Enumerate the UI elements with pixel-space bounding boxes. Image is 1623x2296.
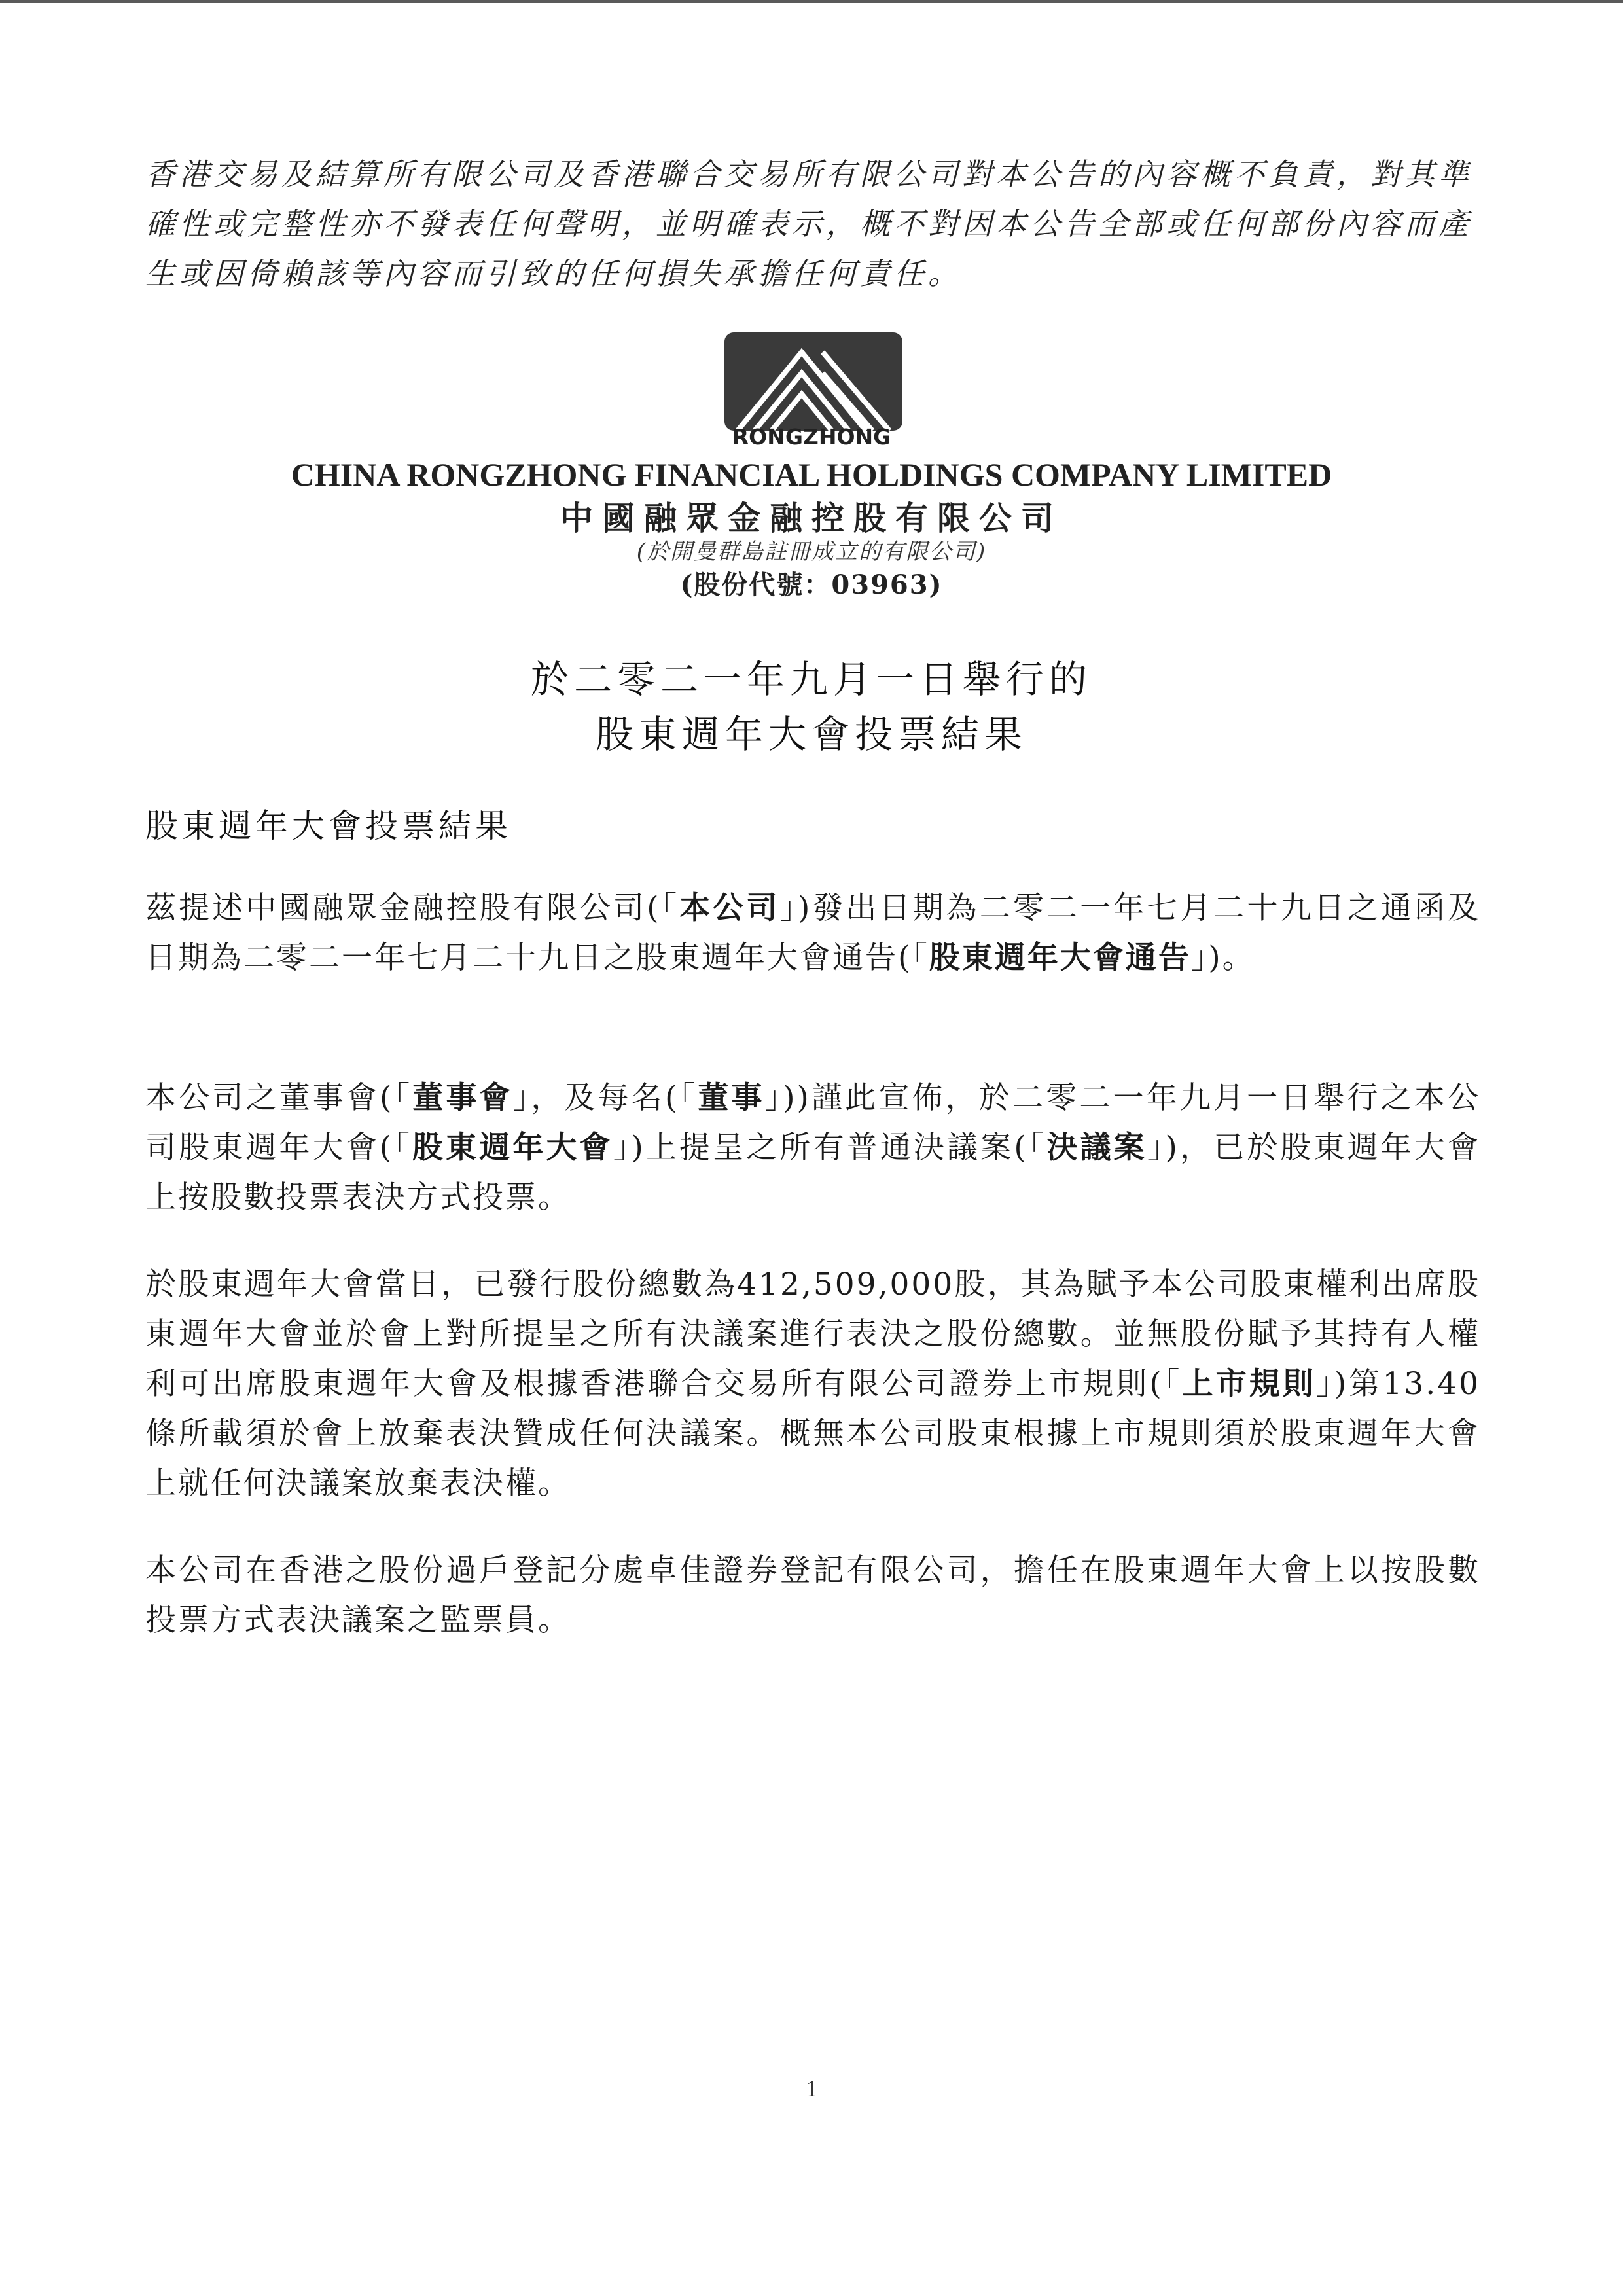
text-segment: 本公司之董事會(「 (145, 1080, 413, 1116)
company-name-chinese: 中國融眾金融控股有限公司 (560, 499, 1063, 537)
section-heading: 股東週年大會投票結果 (145, 807, 512, 845)
logo-wordmark: RONGZHONG (732, 424, 891, 450)
text-segment: 」)第13.40條所載須於會上放棄表決贊成任何決議案。概無本公司股東根據上市規則須於股東週年大會上就任何決議案放棄表決權。 (145, 1366, 1481, 1501)
incorporation-note: (於開曼群島註冊成立的有限公司) (636, 539, 987, 565)
text-segment: 」，及每名(「 (512, 1080, 698, 1116)
text-segment: 」)。 (1190, 940, 1255, 976)
title-line-1: 於二零二一年九月一日舉行的 (530, 657, 1092, 702)
text-segment: 」)，已於股東週年大會上按股數投票表決方式投票。 (145, 1130, 1481, 1215)
defined-term: 上市規則 (1182, 1366, 1317, 1402)
paragraph-shares (145, 1260, 1480, 1509)
text-segment: 」)上提呈之所有普通決議案(「 (613, 1130, 1047, 1166)
page-number: 1 (806, 2075, 817, 2102)
defined-term: 決議案 (1046, 1130, 1147, 1166)
company-name-english: CHINA RONGZHONG FINANCIAL HOLDINGS COMPANY LIMITED (291, 456, 1332, 493)
disclaimer: 香港交易及結算所有限公司及香港聯合交易所有限公司對本公告的內容概不負責，對其準確性或完整性亦不發表任何聲明，並明確表示，概不對因本公告全部或任何部份內容而產生或因倚賴該等內容而引致的任何損失承擔任何責任。 (145, 156, 1472, 291)
paragraph-board-announcement (145, 1073, 1480, 1223)
defined-term: 股東週年大會 (412, 1130, 613, 1166)
title-line-2: 股東週年大會投票結果 (595, 712, 1027, 757)
defined-term: 董事 (698, 1080, 765, 1116)
text-segment: 」))謹此宣佈，於二零二一年九月一日舉行之本公司股東週年大會(「 (145, 1080, 1481, 1166)
text-segment: 於股東週年大會當日，已發行股份總數為412,509,000股，其為賦予本公司股東權利出席股東週年大會並於會上對所提呈之所有決議案進行表決之股份總數。並無股份賦予其持有人權利可出席股東週年大會及根據香港聯合交易所有限公司證券上市規則(「 (145, 1266, 1480, 1402)
paragraph-reference (145, 884, 1480, 983)
rongzhong-logo (724, 332, 902, 431)
defined-term: 董事會 (412, 1080, 513, 1116)
stock-code: (股份代號：03963) (680, 569, 943, 600)
text-segment: 茲提述中國融眾金融控股有限公司(「 (145, 890, 680, 926)
defined-term: 股東週年大會通告 (929, 940, 1191, 976)
defined-term: 本公司 (679, 890, 780, 926)
paragraph-scrutineer: 本公司在香港之股份過戶登記分處卓佳證券登記有限公司，擔任在股東週年大會上以按股數投票方式表決議案之監票員。 (145, 1552, 1480, 1638)
text-segment: 」)發出日期為二零二一年七月二十九日之通函及日期為二零二一年七月二十九日之股東週年大會通告(「 (145, 890, 1481, 976)
announcement-title (0, 652, 1623, 762)
top-border (0, 0, 1623, 3)
